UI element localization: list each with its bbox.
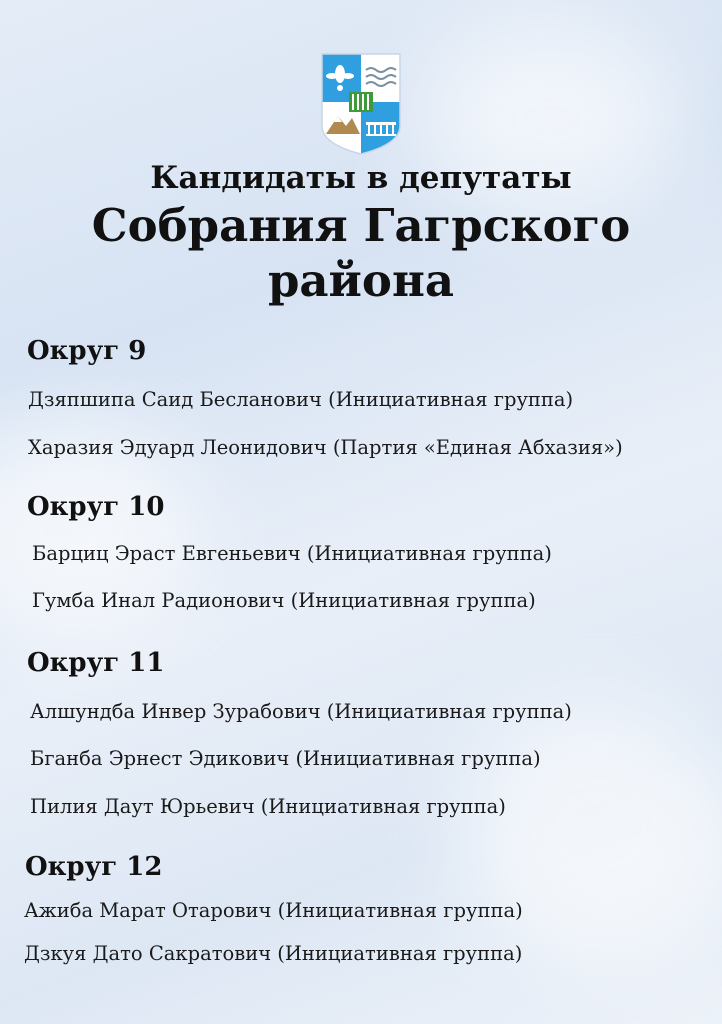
district-heading: Округ 10 <box>27 492 165 522</box>
district-heading: Округ 9 <box>27 336 147 366</box>
candidate-item: Дзяпшипа Саид Бесланович (Инициативная группа) <box>28 388 574 411</box>
candidate-item: Дзкуя Дато Сакратович (Инициативная группа) <box>24 942 523 965</box>
candidate-item: Гумба Инал Радионович (Инициативная группа) <box>32 589 536 612</box>
candidate-item: Алшундба Инвер Зурабович (Инициативная группа) <box>30 700 572 723</box>
title-line-1: Кандидаты в депутаты <box>150 160 572 196</box>
candidate-item: Ажиба Марат Отарович (Инициативная группа) <box>24 899 523 922</box>
candidate-item: Бганба Эрнест Эдикович (Инициативная группа) <box>30 747 541 770</box>
district-heading: Округ 12 <box>25 852 163 882</box>
candidate-item: Харазия Эдуард Леонидович (Партия «Единая Абхазия») <box>28 436 623 459</box>
candidate-item: Барциц Эраст Евгеньевич (Инициативная группа) <box>32 542 552 565</box>
title-line-2: Собрания Гагрского <box>91 199 631 252</box>
gagra-coat-of-arms-icon <box>320 52 402 156</box>
district-heading: Округ 11 <box>27 648 165 678</box>
candidate-item: Пилия Даут Юрьевич (Инициативная группа) <box>30 795 506 818</box>
title-line-3: района <box>267 254 455 307</box>
